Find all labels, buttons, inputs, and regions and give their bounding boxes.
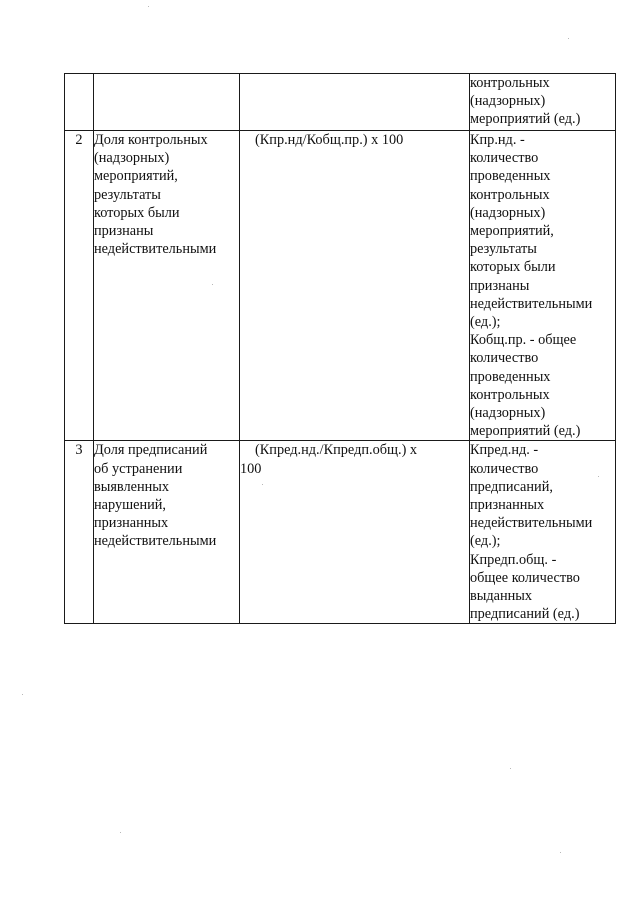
cell-line: результаты <box>470 241 537 258</box>
cell-line: Доля контрольных <box>94 132 208 148</box>
cell-line: предписаний, <box>470 478 553 495</box>
cell-line: 100 <box>240 460 262 477</box>
cell-line: проведенных <box>470 368 551 385</box>
table-row <box>65 441 616 624</box>
cell-line: контрольных <box>470 75 550 91</box>
cell-line: количество <box>470 150 539 167</box>
scan-speck <box>510 768 511 769</box>
cell-line: (Кпред.нд./Кпредп.общ.) x <box>255 442 418 459</box>
row-number-cell: 2 <box>65 131 94 441</box>
cell-line: признанных <box>470 497 545 514</box>
cell-line: выданных <box>470 588 533 605</box>
cell-line: количество <box>470 350 539 367</box>
cell-line: контрольных <box>470 386 550 403</box>
scan-speck <box>568 38 569 39</box>
cell-line: предписаний (ед.) <box>470 606 580 623</box>
indicator-name-cell <box>94 74 240 131</box>
scan-speck <box>22 694 23 695</box>
cell-line: недействительными <box>470 295 593 312</box>
cell-line: (Кпр.нд/Кобщ.пр.) x 100 <box>255 132 404 148</box>
cell-line: контрольных <box>470 186 550 203</box>
cell-line: признанных <box>94 515 169 532</box>
cell-line: Кпредп.общ. - <box>470 551 557 568</box>
cell-line: Доля предписаний <box>94 442 208 459</box>
scan-speck <box>560 852 561 853</box>
indicator-name-cell <box>94 131 240 441</box>
cell-line: об устранении <box>94 460 183 477</box>
row-number-cell: 3 <box>65 441 94 624</box>
cell-line: мероприятий, <box>94 168 178 185</box>
cell-line: которых были <box>94 204 180 221</box>
cell-line: общее количество <box>470 569 580 586</box>
cell-line: (ед.); <box>470 533 501 550</box>
scan-speck <box>148 6 149 7</box>
cell-line: (надзорных) <box>94 150 170 167</box>
scan-speck <box>212 284 213 285</box>
cell-line: мероприятий (ед.) <box>470 423 581 440</box>
cell-line: выявленных <box>94 478 170 495</box>
description-cell <box>470 131 616 441</box>
table-row <box>65 131 616 441</box>
cell-line: Кобщ.пр. - общее <box>470 332 577 349</box>
cell-line: результаты <box>94 186 161 203</box>
scan-speck <box>598 476 599 477</box>
indicators-table <box>64 73 616 624</box>
cell-line: (надзорных) <box>470 405 546 422</box>
cell-line: Кпр.нд. - <box>470 132 525 148</box>
cell-line: проведенных <box>470 168 551 185</box>
cell-line: нарушений, <box>94 497 166 514</box>
description-cell <box>470 441 616 624</box>
cell-line: количество <box>470 460 539 477</box>
cell-line: мероприятий, <box>470 223 554 240</box>
cell-line: Кпред.нд. - <box>470 442 539 459</box>
cell-line: которых были <box>470 259 556 276</box>
scan-speck <box>120 832 121 833</box>
formula-cell <box>240 131 470 441</box>
row-number-cell <box>65 74 94 131</box>
description-cell <box>470 74 616 131</box>
cell-line: мероприятий (ед.) <box>470 111 581 128</box>
cell-line: (надзорных) <box>470 93 546 110</box>
scan-speck <box>262 484 263 485</box>
cell-line: признаны <box>470 277 530 294</box>
table-row <box>65 74 616 131</box>
cell-line: недействительными <box>94 241 217 258</box>
cell-line: (надзорных) <box>470 204 546 221</box>
cell-line: (ед.); <box>470 314 501 331</box>
formula-cell <box>240 441 470 624</box>
formula-cell <box>240 74 470 131</box>
indicator-name-cell <box>94 441 240 624</box>
cell-line: недействительными <box>94 533 217 550</box>
cell-line: признаны <box>94 223 154 240</box>
cell-line: недействительными <box>470 515 593 532</box>
